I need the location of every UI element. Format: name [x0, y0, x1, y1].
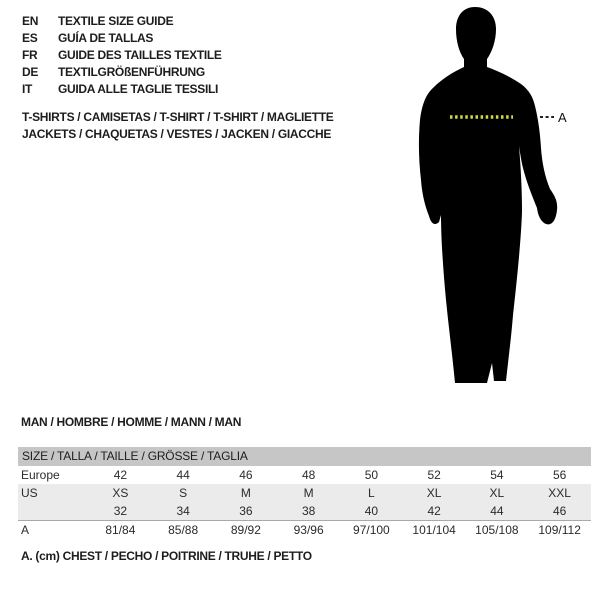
size-cell: 42 — [427, 504, 441, 518]
size-cell: 48 — [301, 468, 316, 482]
size-cell: 81/84 — [105, 523, 136, 537]
language-code: ES — [22, 31, 38, 45]
size-cell: 36 — [239, 504, 253, 518]
row-label: US — [21, 486, 38, 500]
section-title-man: MAN / HOMBRE / HOMME / MANN / MAN — [21, 415, 242, 429]
size-row-chest — [18, 521, 591, 539]
language-row-it — [22, 81, 222, 98]
size-cell: 101/104 — [412, 523, 456, 537]
language-row-fr — [22, 47, 222, 64]
language-label: GUIDE DES TAILLES TEXTILE — [58, 48, 222, 62]
size-cell: S — [179, 486, 188, 500]
language-guide-list — [22, 13, 222, 98]
size-row-numeric — [18, 502, 591, 521]
size-table-header: SIZE / TALLA / TAILLE / GRÖSSE / TAGLIA — [18, 447, 591, 466]
size-cell: M — [303, 486, 314, 500]
size-cell: 46 — [239, 468, 253, 482]
language-row-de — [22, 64, 222, 81]
man-silhouette — [419, 7, 557, 383]
language-label: TEXTILE SIZE GUIDE — [58, 14, 174, 28]
size-cell: 44 — [490, 504, 504, 518]
language-label: TEXTILGRÖßENFÜHRUNG — [58, 65, 205, 79]
language-row-en — [22, 13, 222, 30]
language-label: GUIDA ALLE TAGLIE TESSILI — [58, 82, 219, 96]
size-cell: 85/88 — [168, 523, 199, 537]
size-cell: M — [240, 486, 251, 500]
size-cell: 105/108 — [475, 523, 519, 537]
size-cell: 42 — [113, 468, 128, 482]
language-code: DE — [22, 65, 39, 79]
measure-label-a: A — [558, 110, 567, 125]
size-cell: 56 — [552, 468, 567, 482]
size-cell: L — [368, 486, 375, 500]
size-row-us — [18, 484, 591, 502]
category-line-jackets: JACKETS / CHAQUETAS / VESTES / JACKEN / GIACCHE — [22, 127, 332, 141]
size-cell: 44 — [176, 468, 190, 482]
language-row-es — [22, 30, 222, 47]
size-cell: 46 — [552, 504, 567, 518]
row-label: Europe — [21, 468, 60, 482]
size-cell: 93/96 — [293, 523, 324, 537]
size-cell: 97/100 — [353, 523, 390, 537]
size-cell: XL — [426, 486, 442, 500]
footnote-chest: A. (cm) CHEST / PECHO / POITRINE / TRUHE / PETTO — [21, 549, 312, 563]
language-label: GUÍA DE TALLAS — [58, 31, 154, 45]
size-cell: 34 — [176, 504, 190, 518]
language-code: EN — [22, 14, 39, 28]
category-line-tshirts: T-SHIRTS / CAMISETAS / T-SHIRT / T-SHIRT / MAGLIETTE — [22, 110, 334, 124]
man-figure — [395, 0, 580, 400]
language-code: IT — [22, 82, 33, 96]
garment-categories — [22, 109, 334, 143]
size-cell: 89/92 — [230, 523, 261, 537]
size-cell: 109/112 — [538, 523, 581, 537]
size-table — [18, 447, 591, 539]
size-cell: XXL — [548, 486, 571, 500]
size-cell: 52 — [427, 468, 441, 482]
size-cell: 40 — [364, 504, 379, 518]
size-cell: XS — [112, 486, 129, 500]
size-cell: 32 — [113, 504, 128, 518]
size-cell: XL — [489, 486, 505, 500]
size-cell: 54 — [490, 468, 504, 482]
size-cell: 50 — [364, 468, 379, 482]
row-label: A — [21, 523, 30, 537]
size-cell: 38 — [301, 504, 316, 518]
language-code: FR — [22, 48, 38, 62]
size-row-europe — [18, 466, 591, 484]
